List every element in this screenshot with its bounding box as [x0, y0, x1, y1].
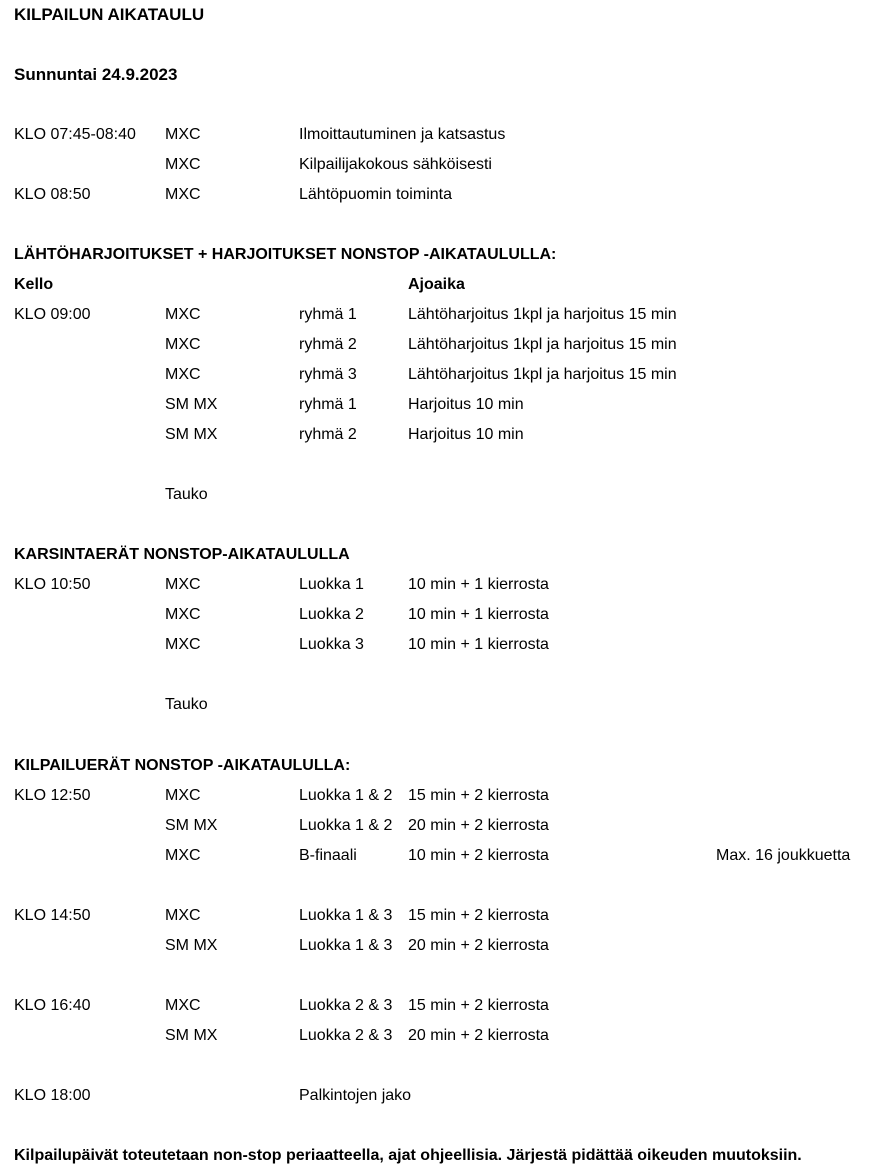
class-cell: MXC	[165, 636, 201, 653]
time-cell: KLO 09:00	[14, 306, 91, 323]
duration-cell: 15 min + 2 kierrosta	[408, 997, 549, 1014]
schedule-row	[0, 303, 880, 327]
duration-cell: 10 min + 2 kierrosta	[408, 847, 549, 864]
group-cell: Luokka 1	[299, 576, 364, 593]
qualifying-heading: KARSINTAERÄT NONSTOP-AIKATAULULLA	[14, 546, 350, 563]
group-cell: Luokka 1 & 3	[299, 937, 393, 954]
break-label: Tauko	[165, 696, 208, 713]
schedule-row	[0, 904, 880, 928]
class-cell: MXC	[165, 336, 201, 353]
class-cell: MXC	[165, 997, 201, 1014]
class-cell: MXC	[165, 126, 201, 143]
section-heading-row	[0, 543, 880, 567]
class-cell: MXC	[165, 306, 201, 323]
time-cell: KLO 12:50	[14, 787, 91, 804]
schedule-row	[0, 633, 880, 657]
time-cell: KLO 16:40	[14, 997, 91, 1014]
class-cell: MXC	[165, 847, 201, 864]
time-cell: KLO 14:50	[14, 907, 91, 924]
duration-cell: 15 min + 2 kierrosta	[408, 907, 549, 924]
group-cell: B-finaali	[299, 847, 357, 864]
duration-cell: Harjoitus 10 min	[408, 426, 524, 443]
schedule-row	[0, 153, 880, 177]
activity-cell: Palkintojen jako	[299, 1087, 412, 1104]
duration-cell: 10 min + 1 kierrosta	[408, 576, 549, 593]
break-row	[0, 483, 880, 507]
class-cell: MXC	[165, 787, 201, 804]
duration-cell: 20 min + 2 kierrosta	[408, 937, 549, 954]
practice-heading: LÄHTÖHARJOITUKSET + HARJOITUKSET NONSTOP -AIKATAULULLA:	[14, 246, 557, 263]
section-heading-row	[0, 243, 880, 267]
duration-cell: 15 min + 2 kierrosta	[408, 787, 549, 804]
schedule-row	[0, 363, 880, 387]
break-row	[0, 693, 880, 717]
break-label: Tauko	[165, 486, 208, 503]
group-cell: Luokka 1 & 2	[299, 787, 393, 804]
duration-cell: Lähtöharjoitus 1kpl ja harjoitus 15 min	[408, 306, 677, 323]
class-cell: MXC	[165, 606, 201, 623]
activity-cell: Ilmoittautuminen ja katsastus	[299, 126, 506, 143]
duration-cell: Lähtöharjoitus 1kpl ja harjoitus 15 min	[408, 336, 677, 353]
class-cell: MXC	[165, 576, 201, 593]
duration-cell: 20 min + 2 kierrosta	[408, 817, 549, 834]
class-cell: SM MX	[165, 1027, 218, 1044]
class-cell: SM MX	[165, 937, 218, 954]
races-heading: KILPAILUERÄT NONSTOP -AIKATAULULLA:	[14, 757, 351, 774]
group-cell: ryhmä 1	[299, 396, 357, 413]
section-heading-row	[0, 754, 880, 778]
activity-cell: Kilpailijakokous sähköisesti	[299, 156, 492, 173]
class-cell: MXC	[165, 156, 201, 173]
schedule-row	[0, 1084, 880, 1108]
footer-note: Kilpailupäivät toteutetaan non-stop periaatteella, ajat ohjeellisia. Järjestä pidättää oikeuden muutoksiin.	[14, 1147, 802, 1164]
note-cell: Max. 16 joukkuetta	[716, 847, 851, 864]
schedule-row	[0, 994, 880, 1018]
schedule-row	[0, 784, 880, 808]
schedule-row	[0, 934, 880, 958]
schedule-row	[0, 183, 880, 207]
date-heading: Sunnuntai 24.9.2023	[14, 65, 178, 84]
time-cell: KLO 07:45-08:40	[14, 126, 136, 143]
schedule-row	[0, 603, 880, 627]
time-cell: KLO 18:00	[14, 1087, 91, 1104]
duration-cell: 20 min + 2 kierrosta	[408, 1027, 549, 1044]
class-cell: MXC	[165, 186, 201, 203]
group-cell: Luokka 1 & 2	[299, 817, 393, 834]
duration-cell: 10 min + 1 kierrosta	[408, 606, 549, 623]
schedule-row	[0, 573, 880, 597]
schedule-row	[0, 123, 880, 147]
class-cell: SM MX	[165, 396, 218, 413]
activity-cell: Lähtöpuomin toiminta	[299, 186, 452, 203]
footer-note-row	[0, 1144, 880, 1168]
group-cell: Luokka 2 & 3	[299, 1027, 393, 1044]
time-column-header: Kello	[14, 276, 54, 293]
group-cell: ryhmä 2	[299, 426, 357, 443]
date-heading-row	[0, 63, 880, 87]
class-cell: SM MX	[165, 426, 218, 443]
schedule-row	[0, 1024, 880, 1048]
group-cell: ryhmä 1	[299, 306, 357, 323]
duration-column-header: Ajoaika	[408, 276, 465, 293]
time-cell: KLO 08:50	[14, 186, 91, 203]
schedule-row	[0, 814, 880, 838]
document-title: KILPAILUN AIKATAULU	[14, 5, 205, 24]
time-cell: KLO 10:50	[14, 576, 91, 593]
class-cell: MXC	[165, 366, 201, 383]
document-title-row	[0, 3, 880, 27]
class-cell: MXC	[165, 907, 201, 924]
group-cell: Luokka 3	[299, 636, 364, 653]
group-cell: Luokka 1 & 3	[299, 907, 393, 924]
schedule-row	[0, 333, 880, 357]
column-header-row	[0, 273, 880, 297]
class-cell: SM MX	[165, 817, 218, 834]
duration-cell: 10 min + 1 kierrosta	[408, 636, 549, 653]
schedule-row	[0, 393, 880, 417]
group-cell: ryhmä 3	[299, 366, 357, 383]
schedule-row	[0, 423, 880, 447]
group-cell: Luokka 2	[299, 606, 364, 623]
duration-cell: Lähtöharjoitus 1kpl ja harjoitus 15 min	[408, 366, 677, 383]
group-cell: ryhmä 2	[299, 336, 357, 353]
group-cell: Luokka 2 & 3	[299, 997, 393, 1014]
schedule-row	[0, 844, 880, 868]
duration-cell: Harjoitus 10 min	[408, 396, 524, 413]
